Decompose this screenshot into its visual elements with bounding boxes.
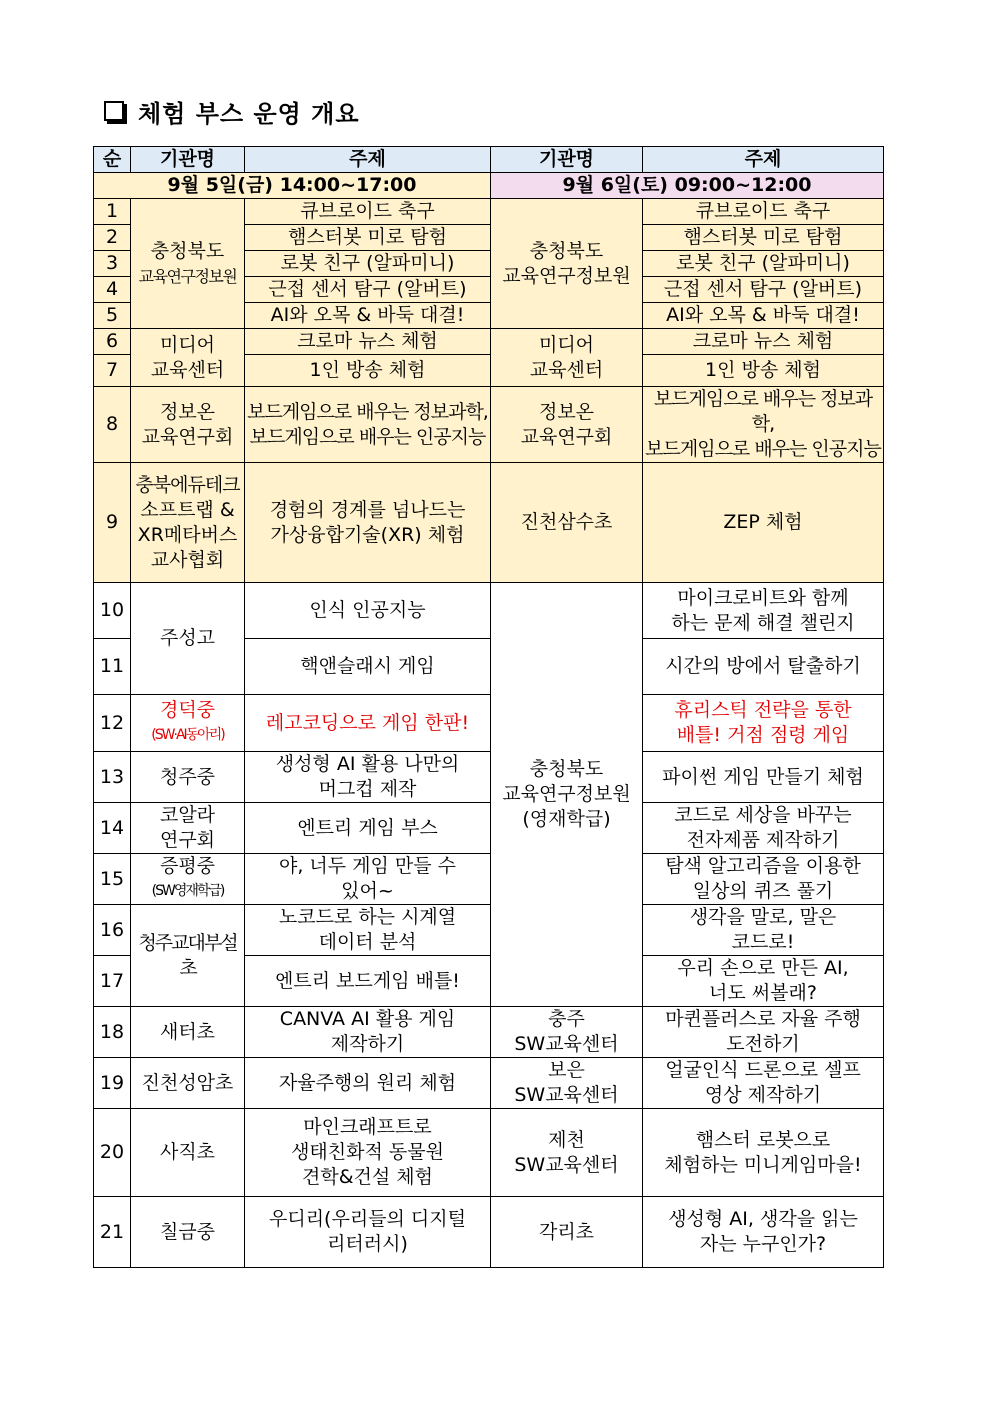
org-name: 증평중: [159, 855, 216, 877]
topic-line: 영상 제작하기: [704, 1084, 822, 1106]
section-heading: [104, 94, 360, 128]
org-cell: 새터초: [131, 1007, 245, 1058]
org-cell: [131, 199, 245, 329]
org-name: (영재학급): [522, 808, 611, 830]
org-cell: 청주교대부설초: [131, 905, 245, 1007]
org-cell: [131, 387, 245, 463]
table-row: [94, 1007, 884, 1058]
org-name: SW교육센터: [514, 1084, 619, 1106]
topic-line: 탐색 알고리즘을 이용한: [665, 855, 861, 877]
topic-line: 견학&건설 체험: [302, 1166, 433, 1188]
org-name: 충청북도: [529, 758, 604, 780]
topic-cell: 근접 센서 탐구 (알버트): [643, 277, 884, 303]
topic-cell: 핵앤슬래시 게임: [245, 639, 491, 695]
row-no: 18: [94, 1007, 131, 1058]
topic-line: 있어~: [341, 880, 394, 902]
org-name: 교육센터: [529, 358, 604, 381]
header-row: [94, 147, 884, 173]
topic-cell: 크로마 뉴스 체험: [245, 329, 491, 355]
row-no: 11: [94, 639, 131, 695]
date-day1: 9월 5일(금) 14:00~17:00: [94, 173, 491, 199]
org-cell: [131, 803, 245, 854]
topic-line: 우디리(우리들의 디지털: [269, 1208, 466, 1230]
org-name: 교육연구회: [520, 425, 613, 448]
org-cell: [131, 695, 245, 752]
row-no: 5: [94, 303, 131, 329]
topic-line: 가상융합기술(XR) 체험: [270, 523, 465, 546]
row-no: 14: [94, 803, 131, 854]
org-cell: 진천삼수초: [491, 463, 643, 583]
table-row: [94, 463, 884, 583]
org-name: 정보온: [538, 400, 595, 423]
row-no: 15: [94, 854, 131, 905]
header-topic1: 주제: [245, 147, 491, 173]
row-no: 21: [94, 1197, 131, 1268]
topic-cell: 큐브로이드 축구: [245, 199, 491, 225]
topic-line: 제작하기: [330, 1033, 405, 1055]
topic-line: 마퀸플러스로 자율 주행: [665, 1008, 861, 1030]
org-cell: [131, 329, 245, 387]
row-no: 6: [94, 329, 131, 355]
row-no: 19: [94, 1058, 131, 1109]
table-row: [94, 583, 884, 639]
org-name: SW교육센터: [514, 1153, 619, 1176]
row-no: 13: [94, 752, 131, 803]
org-name: SW교육센터: [514, 1033, 619, 1055]
topic-line: 리터러시): [327, 1233, 408, 1255]
org-name: 경덕중: [159, 699, 216, 721]
topic-cell: [643, 387, 884, 463]
topic-line: 도전하기: [726, 1033, 800, 1055]
topic-line: CANVA AI 활용 게임: [279, 1008, 456, 1030]
org-name: 교육센터: [150, 358, 225, 381]
topic-cell: 1인 방송 체험: [643, 355, 884, 387]
org-cell: 주성고: [131, 583, 245, 695]
table-row: [94, 329, 884, 355]
topic-line: 생태친화적 동물원: [291, 1141, 444, 1163]
topic-cell: 시간의 방에서 탈출하기: [643, 639, 884, 695]
org-name: 교육연구정보원: [502, 783, 631, 805]
row-no: 2: [94, 225, 131, 251]
row-no: 10: [94, 583, 131, 639]
org-name: 보은: [548, 1059, 585, 1081]
topic-line: 일상의 퀴즈 풀기: [692, 880, 834, 902]
topic-cell: 햄스터봇 미로 탐험: [245, 225, 491, 251]
header-org1: 기관명: [131, 147, 245, 173]
topic-cell: 햄스터봇 미로 탐험: [643, 225, 884, 251]
topic-cell: AI와 오목 & 바둑 대결!: [643, 303, 884, 329]
topic-line: 머그컵 제작: [318, 778, 417, 800]
topic-cell: 파이썬 게임 만들기 체험: [643, 752, 884, 803]
row-no: 8: [94, 387, 131, 463]
org-cell: [131, 854, 245, 905]
org-cell: [491, 329, 643, 387]
topic-cell: [643, 695, 884, 752]
heading-text: 체험 부스 운영 개요: [138, 99, 360, 128]
topic-cell: 로봇 친구 (알파미니): [245, 251, 491, 277]
topic-line: 하는 문제 해결 챌린지: [671, 611, 855, 634]
topic-cell: 크로마 뉴스 체험: [643, 329, 884, 355]
topic-line: 생성형 AI 활용 나만의: [275, 753, 460, 775]
topic-line: 경험의 경계를 넘나드는: [269, 498, 466, 521]
topic-cell: [245, 1007, 491, 1058]
table-row: [94, 854, 884, 905]
table-row: [94, 387, 884, 463]
topic-cell: 엔트리 게임 부스: [245, 803, 491, 854]
org-cell: [491, 1058, 643, 1109]
topic-cell: [643, 1058, 884, 1109]
row-no: 17: [94, 956, 131, 1007]
topic-cell: [245, 905, 491, 956]
row-no: 16: [94, 905, 131, 956]
org-name: 제천: [548, 1128, 585, 1151]
topic-cell: [245, 752, 491, 803]
topic-cell: 레고코딩으로 게임 한판!: [245, 695, 491, 752]
topic-line: 코드로!: [731, 931, 795, 953]
topic-line: 코드로 세상을 바꾸는: [674, 804, 852, 826]
org-name: 충청북도: [529, 239, 604, 262]
topic-line: 보드게임으로 배우는 인공지능: [249, 425, 486, 448]
topic-cell: [643, 905, 884, 956]
org-name: 미디어: [538, 333, 595, 356]
org-name: 교육연구정보원: [502, 264, 631, 287]
row-no: 9: [94, 463, 131, 583]
topic-line: 생각을 말로, 말은: [689, 906, 837, 928]
topic-line: 보드게임으로 배우는 정보과학,: [247, 400, 488, 423]
table-row: [94, 803, 884, 854]
header-topic2: 주제: [643, 147, 884, 173]
checkbox-icon: [104, 101, 124, 121]
org-cell: [491, 387, 643, 463]
row-no: 12: [94, 695, 131, 752]
org-name: XR메타버스: [137, 523, 238, 546]
org-name: 교육연구회: [141, 425, 234, 448]
table-row: [94, 905, 884, 956]
org-name: 충청북도: [150, 239, 225, 262]
org-name: 교육연구정보원: [138, 266, 237, 286]
topic-line: 마인크래프트로: [303, 1116, 432, 1138]
org-cell: 청주중: [131, 752, 245, 803]
topic-cell: [643, 1007, 884, 1058]
topic-cell: [245, 1109, 491, 1197]
org-cell: 사직초: [131, 1109, 245, 1197]
topic-cell: 큐브로이드 축구: [643, 199, 884, 225]
row-no: 4: [94, 277, 131, 303]
org-cell: [491, 1109, 643, 1197]
topic-cell: [245, 1197, 491, 1268]
topic-cell: 인식 인공지능: [245, 583, 491, 639]
topic-cell: AI와 오목 & 바둑 대결!: [245, 303, 491, 329]
org-name: 교사협회: [150, 548, 225, 571]
table-row: [94, 1197, 884, 1268]
topic-cell: [245, 854, 491, 905]
topic-cell: [643, 803, 884, 854]
org-cell: [491, 199, 643, 329]
topic-cell: 근접 센서 탐구 (알버트): [245, 277, 491, 303]
topic-cell: 자율주행의 원리 체험: [245, 1058, 491, 1109]
date-day2: 9월 6일(토) 09:00~12:00: [491, 173, 884, 199]
topic-cell: [245, 463, 491, 583]
topic-line: 보드게임으로 배우는 정보과학,: [653, 388, 873, 435]
org-name: 연구회: [159, 829, 216, 851]
topic-cell: [643, 583, 884, 639]
topic-line: 자는 누구인가?: [699, 1233, 827, 1255]
topic-cell: [643, 1197, 884, 1268]
header-org2: 기관명: [491, 147, 643, 173]
topic-line: 보드게임으로 배우는 인공지능: [645, 438, 881, 460]
org-cell: [491, 1007, 643, 1058]
org-name: (SW영재학급): [151, 883, 224, 899]
org-name: 미디어: [159, 333, 216, 356]
row-no: 1: [94, 199, 131, 225]
row-no: 3: [94, 251, 131, 277]
date-row: [94, 173, 884, 199]
row-no: 7: [94, 355, 131, 387]
topic-cell: [643, 956, 884, 1007]
table-row: [94, 199, 884, 225]
org-cell: [131, 463, 245, 583]
org-cell: 칠금중: [131, 1197, 245, 1268]
header-no: 순: [94, 147, 131, 173]
table-row: [94, 695, 884, 752]
topic-line: 너도 써볼래?: [709, 982, 817, 1004]
topic-cell: [643, 1109, 884, 1197]
topic-line: 휴리스틱 전략을 통한: [674, 699, 852, 721]
topic-line: 배틀! 거점 점령 게임: [676, 724, 850, 746]
topic-line: 체험하는 미니게임마을!: [664, 1153, 862, 1176]
org-cell: 진천성암초: [131, 1058, 245, 1109]
topic-cell: ZEP 체험: [643, 463, 884, 583]
org-cell: 각리초: [491, 1197, 643, 1268]
topic-line: 야, 너두 게임 만들 수: [278, 855, 457, 877]
org-name: 정보온: [159, 400, 216, 423]
table-row: [94, 1109, 884, 1197]
topic-line: 얼굴인식 드론으로 셀프: [665, 1059, 861, 1081]
table-row: [94, 1058, 884, 1109]
topic-line: 데이터 분석: [318, 931, 417, 953]
booth-table: [93, 146, 884, 1268]
topic-cell: 1인 방송 체험: [245, 355, 491, 387]
org-name: 소프트랩 &: [140, 498, 235, 521]
table-row: [94, 752, 884, 803]
topic-line: 우리 손으로 만든 AI,: [677, 957, 849, 979]
topic-cell: 엔트리 보드게임 배틀!: [245, 956, 491, 1007]
topic-line: 생성형 AI, 생각을 읽는: [668, 1208, 858, 1230]
org-cell: [491, 583, 643, 1007]
topic-cell: [245, 387, 491, 463]
topic-line: 마이크로비트와 함께: [677, 586, 849, 609]
topic-line: 전자제품 제작하기: [686, 829, 840, 851]
topic-cell: 로봇 친구 (알파미니): [643, 251, 884, 277]
org-name: 충주: [548, 1008, 585, 1030]
org-name: 충북에듀테크: [135, 473, 240, 496]
row-no: 20: [94, 1109, 131, 1197]
org-name: (SW·AI동아리): [151, 727, 224, 743]
org-name: 코알라: [159, 804, 216, 826]
topic-line: 햄스터 로봇으로: [695, 1128, 831, 1151]
topic-line: 노코드로 하는 시계열: [278, 906, 457, 928]
topic-cell: [643, 854, 884, 905]
